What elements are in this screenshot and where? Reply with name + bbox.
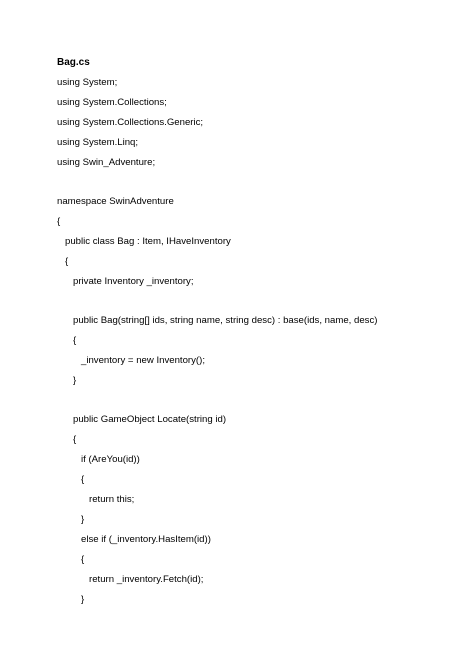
code-line: _inventory = new Inventory(); (81, 355, 205, 366)
code-line: public Bag(string[] ids, string name, string desc) : base(ids, name, desc) (73, 315, 378, 326)
code-line: { (57, 216, 61, 227)
code-line: return _inventory.Fetch(id); (89, 574, 204, 585)
code-line: using System.Linq; (57, 137, 139, 148)
code-line: return this; (89, 494, 135, 505)
code-line: } (73, 375, 77, 386)
code-line: { (65, 256, 69, 267)
code-line: { (73, 434, 77, 445)
code-line: using System.Collections; (57, 97, 167, 108)
code-line: { (81, 554, 85, 565)
code-line: using Swin_Adventure; (57, 157, 156, 168)
code-line: else if (_inventory.HasItem(id)) (81, 534, 211, 545)
code-line: { (73, 335, 77, 346)
code-line: using System.Collections.Generic; (57, 117, 204, 128)
code-line: } (81, 514, 85, 525)
document-title: Bag.cs (57, 57, 90, 68)
code-line: public GameObject Locate(string id) (73, 414, 227, 425)
code-line: } (81, 594, 85, 605)
code-line: { (81, 474, 85, 485)
code-line: public class Bag : Item, IHaveInventory (65, 236, 231, 247)
code-line: using System; (57, 77, 118, 88)
code-line: private Inventory _inventory; (73, 276, 194, 287)
code-line: if (AreYou(id)) (81, 454, 140, 465)
code-line: namespace SwinAdventure (57, 196, 174, 207)
